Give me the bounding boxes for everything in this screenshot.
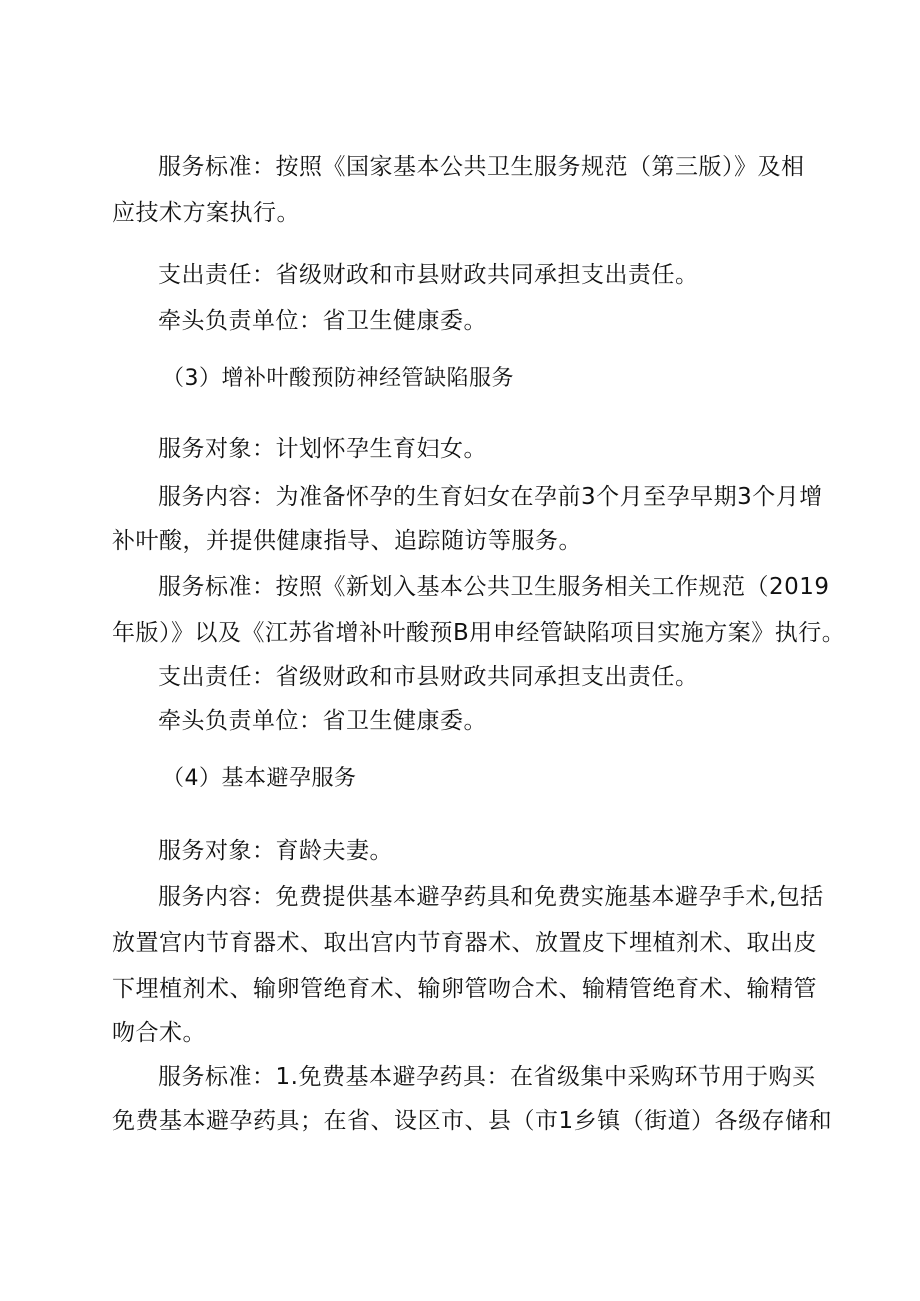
expenditure-responsibility-line: 支出责任：省级财政和市县财政共同承担支出责任。 xyxy=(158,262,699,288)
service-target-line-2: 服务对象：育龄夫妻。 xyxy=(158,838,393,864)
service-content-line-3: 服务内容：免费提供基本避孕药具和免费实施基本避孕手术,包括 xyxy=(158,884,824,910)
service-content-line-2: 补叶酸，并提供健康指导、追踪随访等服务。 xyxy=(112,528,582,554)
section-heading-4: （4）基本避孕服务 xyxy=(162,766,357,791)
service-content-line-4: 放置宫内节育器术、取出宫内节育器术、放置皮下埋植剂术、取出皮 xyxy=(112,930,817,956)
service-standard-line-1: 服务标准：按照《国家基本公共卫生服务规范（第三版）》及相 xyxy=(158,154,805,180)
service-standard-line-4: 年版）》以及《江苏省增补叶酸预B用申经管缺陷项目实施方案》执行。 xyxy=(112,620,846,646)
service-target-line: 服务对象：计划怀孕生育妇女。 xyxy=(158,436,487,462)
service-standard-line-2: 应技术方案执行。 xyxy=(112,200,300,226)
service-standard-line-3: 服务标准：按照《新划入基本公共卫生服务相关工作规范（2019 xyxy=(158,574,830,600)
service-content-line-5: 下埋植剂术、输卵管绝育术、输卵管吻合术、输精管绝育术、输精管 xyxy=(112,976,817,1002)
service-standard-line-6: 免费基本避孕药具；在省、设区市、县（市1乡镇（街道）各级存储和 xyxy=(112,1108,833,1134)
section-heading-3: （3）增补叶酸预防神经管缺陷服务 xyxy=(162,366,514,391)
lead-unit-line-2: 牵头负责单位：省卫生健康委。 xyxy=(158,708,487,734)
service-content-line-1: 服务内容：为准备怀孕的生育妇女在孕前3个月至孕早期3个月增 xyxy=(158,484,823,510)
expenditure-responsibility-line-2: 支出责任：省级财政和市县财政共同承担支出责任。 xyxy=(158,664,699,690)
service-standard-line-5: 服务标准：1.免费基本避孕药具：在省级集中采购环节用于购买 xyxy=(158,1064,816,1090)
lead-unit-line: 牵头负责单位：省卫生健康委。 xyxy=(158,308,487,334)
service-content-line-6: 吻合术。 xyxy=(112,1020,206,1046)
